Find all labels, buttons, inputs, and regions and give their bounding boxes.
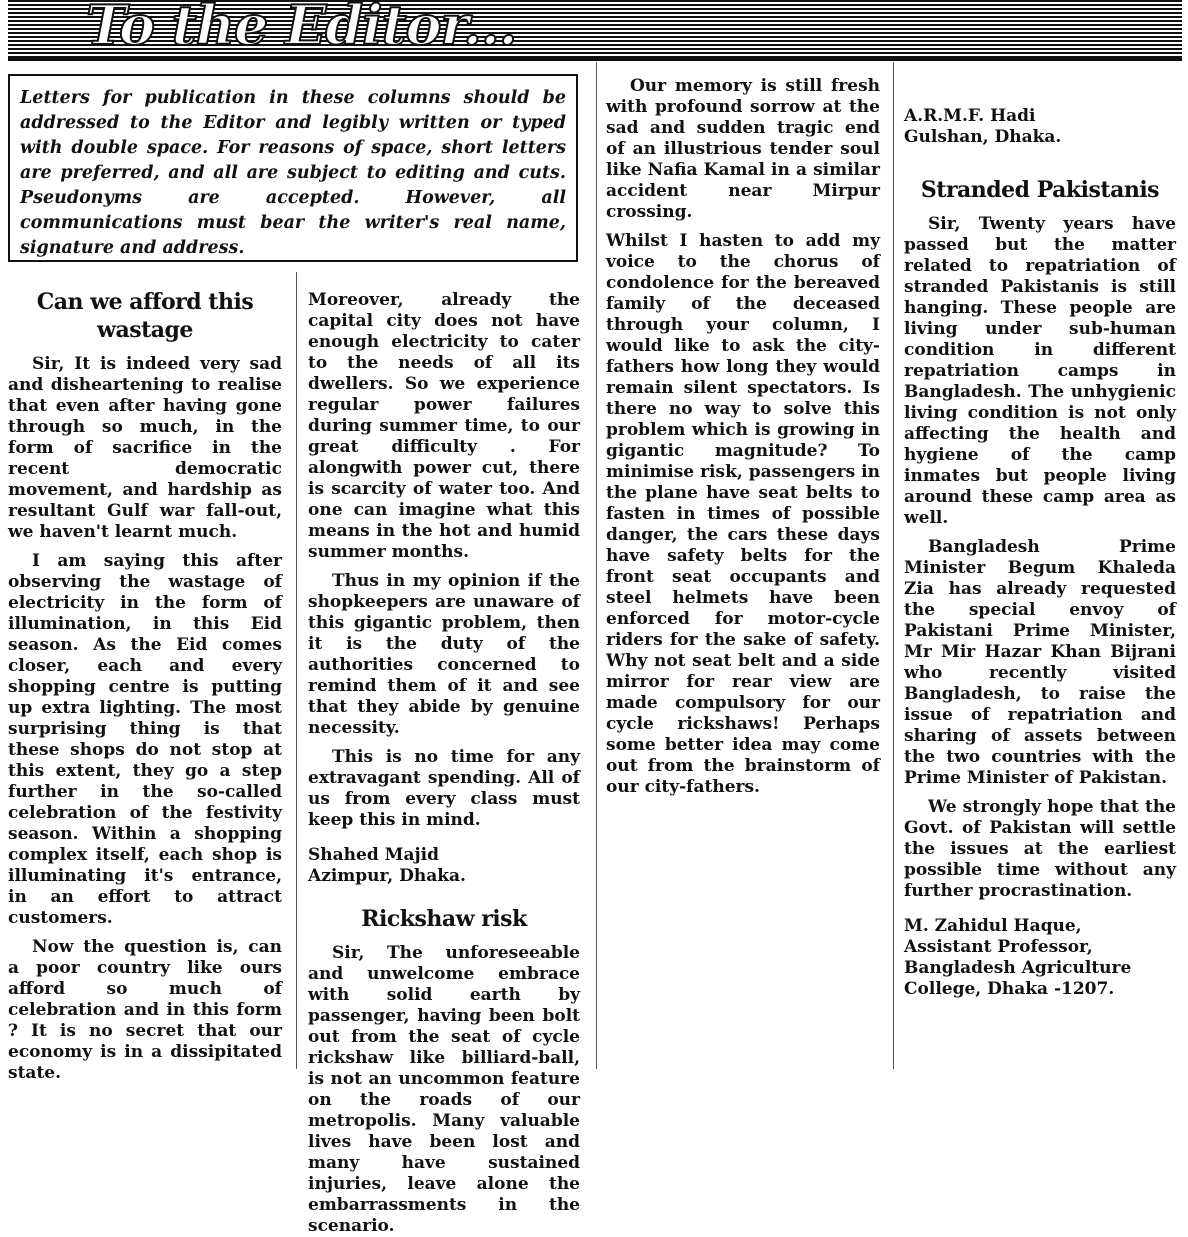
column-divider	[893, 62, 894, 1069]
headline-rickshaw: Rickshaw risk	[361, 906, 527, 932]
letter-paragraph: Moreover, already the capital city does not have enough electricity to cater to the needs of all its dwellers. So we experience regular power failures during summer time, to our great difficulty . For alongwith power cut, there is scarcity of water too. And one can imagine what this means in the hot and humid summer months.	[308, 290, 580, 562]
signature-address: Azimpur, Dhaka.	[308, 866, 466, 886]
letter-paragraph: Sir, The unforeseeable and unwelcome embrace with solid earth by passenger, having been bolt out from the seat of cycle rickshaw like billiard-ball, is not an uncommon feature on the roads of our metropolis. Many valuable lives have been lost and many have sustained injuries, leave alone the embarrassments in the scenario.	[308, 943, 580, 1236]
letter-rickshaw-col3	[606, 76, 880, 806]
letter-stranded-col4	[904, 76, 1176, 1018]
letter-paragraph: Sir, Twenty years have passed but the matter related to repatriation of stranded Pakistanis is still hanging. These people are living under sub-human condition in different repatriation camps in Bangladesh. The unhygienic living condition is not only affecting the health and hygiene of the camp inmates but people living around these camp area as well.	[904, 214, 1176, 528]
signature-org: Bangladesh Agriculture	[904, 958, 1132, 978]
letter-paragraph: Whilst I hasten to add my voice to the chorus of condolence for the bereaved family of the deceased through your column, I would like to ask the city-fathers how long they would remain silent spectators. Is there no way to solve this problem which is growing in gigantic magnitude? To minimise risk, passengers in the plane have seat belts to fasten in times of possible danger, the cars these days have safety belts for the front seat occupants and steel helmets have been enforced for motor-cycle riders for the sake of safety. Why not seat belt and a side mirror for rear view are made compulsory for our cycle rickshaws! Perhaps some better idea may come out from the brainstorm of our city-fathers.	[606, 231, 880, 797]
masthead-banner	[8, 0, 1182, 58]
letter-paragraph: This is no time for any extravagant spending. All of us from every class must keep this in mind.	[308, 747, 580, 830]
column-divider	[296, 272, 297, 1069]
signature-name: M. Zahidul Haque,	[904, 916, 1082, 936]
column-divider	[596, 62, 597, 1069]
masthead-title: To the Editor...	[86, 0, 517, 57]
letter-paragraph: Bangladesh Prime Minister Begum Khaleda Zia has already requested the special envoy of Pakistani Prime Minister, Mr Mir Hazar Khan Bijrani who recently visited Bangladesh, to raise the issue of repatriation and sharing of assets between the two countries with the Prime Minister of Pakistan.	[904, 537, 1176, 788]
signature-block	[308, 845, 580, 887]
signature-name: Shahed Majid	[308, 845, 439, 865]
top-rule	[8, 58, 1182, 61]
signature-address: Gulshan, Dhaka.	[904, 127, 1062, 147]
signature-title: Assistant Professor,	[904, 937, 1093, 957]
letter-paragraph: Thus in my opinion if the shopkeepers are unaware of this gigantic problem, then it is the duty of the authorities concerned to remind them of it and see that they abide by genuine necessity.	[308, 571, 580, 738]
signature-block	[904, 106, 1176, 148]
letter-paragraph: We strongly hope that the Govt. of Pakistan will settle the issues at the earliest possible time without any further procrastination.	[904, 797, 1176, 901]
signature-block	[904, 916, 1176, 1000]
headline-stranded: Stranded Pakistanis	[920, 177, 1160, 203]
letter-wastage-col1	[8, 288, 282, 1092]
editor-notice: Letters for publication in these columns should be addressed to the Editor and legibly written or typed with double space. For reasons of space, short letters are preferred, and all are subject to editing and cuts. Pseudonyms are accepted. However, all communications must bear the writer's real name, signature and address.	[8, 74, 578, 262]
headline-wastage: Can we afford this wastage	[36, 289, 254, 343]
signature-name: A.R.M.F. Hadi	[904, 106, 1036, 126]
letter-wastage-col2	[308, 290, 580, 1236]
signature-address: College, Dhaka -1207.	[904, 979, 1115, 999]
letter-paragraph: Our memory is still fresh with profound sorrow at the sad and sudden tragic end of an illustrious tender soul like Nafia Kamal in a similar accident near Mirpur crossing.	[606, 76, 880, 222]
letter-paragraph: Sir, It is indeed very sad and disheartening to realise that even after having gone through so much, in the form of sacrifice in the recent democratic movement, and hardship as resultant Gulf war fall-out, we haven't learnt much.	[8, 354, 282, 542]
letter-paragraph: Now the question is, can a poor country like ours afford so much of celebration and in this form ? It is no secret that our economy is in a dissipitated state.	[8, 937, 282, 1083]
letter-paragraph: I am saying this after observing the wastage of electricity in the form of illumination, in this Eid season. As the Eid comes closer, each and every shopping centre is putting up extra lighting. The most surprising thing is that these shops do not stop at this extent, they go a step further in the so-called celebration of the festivity season. Within a shopping complex itself, each shop is illuminating it's entrance, in an effort to attract customers.	[8, 551, 282, 928]
